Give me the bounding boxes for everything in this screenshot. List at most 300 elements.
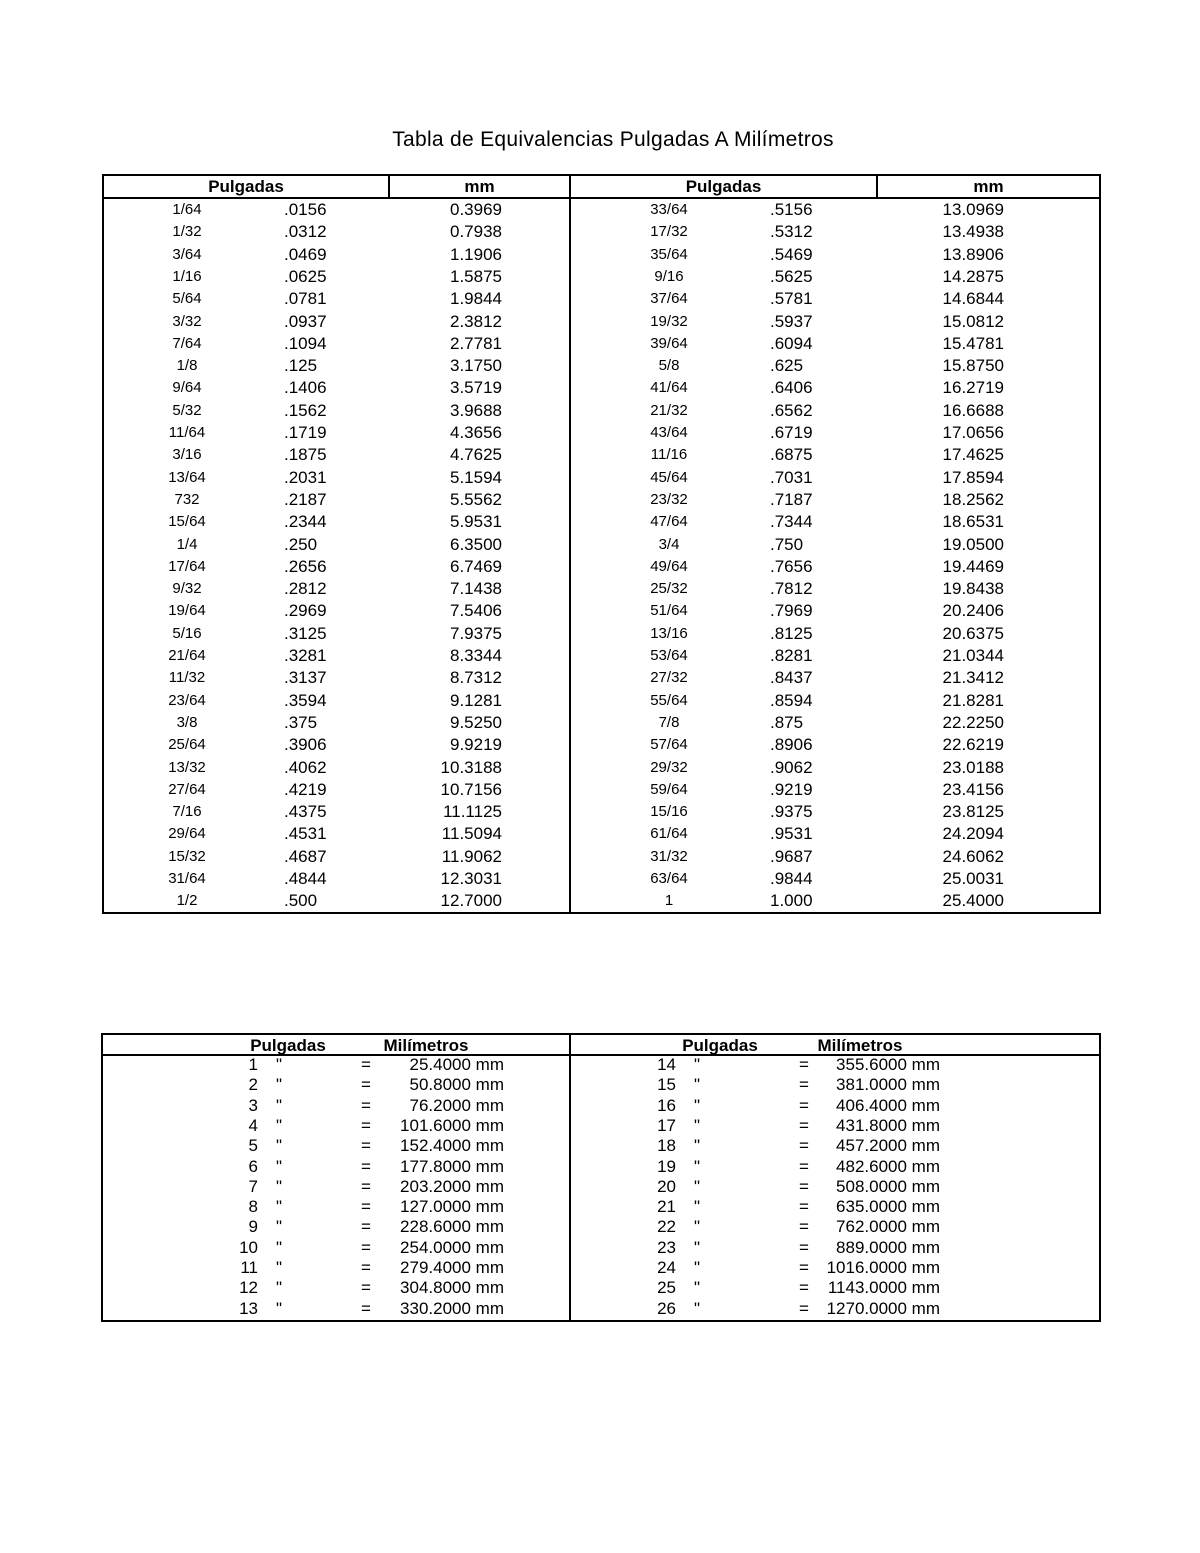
table1-left-mm: 7.5406	[450, 601, 502, 621]
table2-left-ditto: "	[276, 1075, 283, 1095]
table2-left-inches: 7	[248, 1176, 258, 1196]
table1-right-mm: 14.6844	[942, 289, 1004, 309]
table1-left-decimal: .1875	[284, 445, 327, 465]
table2-right-inches: 14	[657, 1055, 676, 1074]
table1-right-fraction: 23/32	[650, 490, 688, 508]
table1-left-fraction: 1/32	[172, 223, 202, 241]
table2-left-equals: =	[361, 1298, 371, 1318]
table2-right-inches: 17	[657, 1115, 676, 1135]
table1-header-divider	[102, 197, 1101, 199]
table2-left-equals: =	[361, 1217, 371, 1237]
table2-left-mm: 228.6000 mm	[400, 1217, 504, 1237]
table1-right-fraction: 29/32	[650, 758, 688, 776]
table2-left-mm: 304.8000 mm	[400, 1278, 504, 1298]
table1-left-mm: 7.1438	[450, 579, 502, 599]
table1-right-fraction: 51/64	[650, 602, 688, 620]
table2-left-ditto: "	[276, 1258, 283, 1277]
table1-left-fraction: 19/64	[168, 602, 206, 620]
table2-left-inches: 3	[248, 1095, 258, 1115]
table1-header-pulgadas-left: Pulgadas	[208, 177, 284, 196]
table1-left-mm: 9.5250	[450, 712, 502, 732]
table1-left-fraction: 3/32	[172, 312, 202, 330]
table1-right-decimal: .8594	[770, 690, 813, 710]
table1-left-decimal: .3137	[284, 668, 327, 688]
table2-header-milimetros-left: Milímetros	[383, 1036, 469, 1055]
table1-right-fraction: 9/16	[654, 267, 684, 285]
table2-left-equals: =	[361, 1278, 371, 1298]
table2-header-pulgadas-left: Pulgadas	[250, 1036, 326, 1055]
table1-left-mm: 4.7625	[450, 445, 502, 465]
table1-right-fraction: 63/64	[650, 870, 688, 887]
table1-right-decimal: .9844	[770, 869, 813, 888]
table1-right-decimal: .875	[770, 712, 804, 732]
table1-right-decimal: 1.000	[770, 891, 813, 911]
table1-left-mm: 11.9062	[441, 846, 502, 866]
table1-left-fraction: 15/64	[168, 513, 206, 531]
table1-left-fraction: 25/64	[168, 736, 206, 754]
table1-right-mm: 21.8281	[942, 690, 1004, 710]
table1-right-fraction: 13/16	[650, 624, 688, 642]
table1-right-mm: 13.8906	[942, 244, 1004, 264]
table1-left-decimal: .4219	[284, 779, 327, 799]
table1-left-decimal: .0469	[284, 244, 327, 264]
table2-left-mm: 330.2000 mm	[400, 1298, 504, 1318]
table1-left-decimal: .0312	[284, 222, 327, 242]
table2-left-mm: 101.6000 mm	[400, 1115, 504, 1135]
table1-left-fraction: 23/64	[168, 691, 206, 709]
table2-header-milimetros-right: Milímetros	[817, 1036, 903, 1055]
table1-right-decimal: .7656	[770, 556, 813, 576]
table1-left-decimal: .0781	[284, 289, 327, 309]
table1-right-decimal: .5156	[770, 200, 813, 219]
table1-right-fraction: 53/64	[650, 647, 688, 664]
table1-right-decimal: .8281	[770, 646, 813, 665]
table2-right-mm: 889.0000 mm	[836, 1237, 940, 1257]
table1-right-mm: 22.6219	[942, 735, 1004, 755]
table2-right-inches: 21	[657, 1197, 676, 1217]
table1-left-decimal: .2344	[284, 512, 327, 532]
table2-left-ditto: "	[276, 1156, 283, 1176]
table1-right-mm: 23.8125	[942, 802, 1004, 822]
table1-left-fraction: 1/4	[176, 535, 198, 553]
table1-left-mm: 11.1125	[443, 802, 502, 822]
table1-left-fraction: 3/64	[172, 245, 202, 263]
table1-left-mm: 8.7312	[450, 668, 502, 688]
table1-right-fraction: 17/32	[650, 223, 688, 241]
table1-right-decimal: .8125	[770, 623, 813, 643]
table2-left-equals: =	[361, 1176, 371, 1196]
table1-left-mm: 3.5719	[450, 378, 502, 398]
table2-right-inches: 25	[657, 1278, 676, 1298]
table2-right-mm: 381.0000 mm	[836, 1075, 940, 1095]
table1-left-mm: 10.3188	[440, 757, 502, 777]
table1-left-mm: 12.7000	[440, 891, 502, 911]
table2-right-equals: =	[799, 1258, 809, 1277]
table1-left-fraction: 31/64	[168, 870, 206, 887]
table1-right-fraction: 57/64	[650, 736, 688, 754]
table2-right-equals: =	[799, 1197, 809, 1217]
table1-right-decimal: .5937	[770, 311, 813, 331]
table2-left-ditto: "	[276, 1197, 283, 1217]
table2-right-mm: 508.0000 mm	[836, 1176, 940, 1196]
table2-left-mm: 177.8000 mm	[400, 1156, 504, 1176]
table2-left-inches: 12	[239, 1278, 258, 1298]
table1-left-fraction: 9/32	[172, 580, 202, 598]
table1-left-mm: 7.9375	[450, 623, 502, 643]
table1-right-fraction: 49/64	[650, 557, 688, 575]
table2-left-mm: 203.2000 mm	[400, 1176, 504, 1196]
table1-right-mm: 18.2562	[942, 489, 1004, 509]
table2-left-inches: 2	[248, 1075, 258, 1095]
table1-right-decimal: .6719	[770, 423, 813, 442]
table2-left-equals: =	[361, 1258, 371, 1277]
table1-header-mm-right: mm	[973, 177, 1004, 196]
table1-right-mm: 24.2094	[942, 824, 1004, 844]
table1-right-decimal: .7187	[770, 489, 813, 509]
table1-left-mm: 4.3656	[450, 423, 502, 442]
table1-left-decimal: .4687	[284, 846, 327, 866]
table1-left-mm: 10.7156	[440, 779, 502, 799]
table1-left-mm: 12.3031	[440, 869, 502, 888]
table1-left-decimal: .1406	[284, 378, 327, 398]
table1-left-mm: 5.1594	[450, 467, 502, 487]
table1-right-fraction: 55/64	[650, 691, 688, 709]
table2-right-ditto: "	[694, 1197, 701, 1217]
table1-right-mm: 19.0500	[942, 534, 1004, 554]
table1-left-fraction: 5/64	[172, 290, 202, 308]
table1-right-mm: 15.8750	[942, 356, 1004, 376]
table1-left-fraction: 5/16	[172, 624, 202, 642]
table1-right-decimal: .8437	[770, 668, 813, 688]
table2-right-mm: 1143.0000 mm	[827, 1278, 940, 1298]
table1-right-mm: 23.4156	[942, 779, 1004, 799]
table1-right-mm: 17.4625	[942, 445, 1004, 465]
table2-left-mm: 25.4000 mm	[409, 1055, 504, 1074]
table1-right-decimal: .7031	[770, 467, 813, 487]
table1-right-mm: 17.8594	[942, 467, 1004, 487]
table2-right-ditto: "	[694, 1217, 701, 1237]
table1-right-fraction: 41/64	[650, 379, 688, 397]
table1-right-mm: 24.6062	[942, 846, 1004, 866]
table2-left-mm: 152.4000 mm	[400, 1136, 504, 1156]
table1-right-fraction: 35/64	[650, 245, 688, 263]
table2-right-inches: 19	[657, 1156, 676, 1176]
table1-right-fraction: 37/64	[650, 290, 688, 308]
table2-left-inches: 11	[240, 1258, 258, 1277]
table1-right-decimal: .6094	[770, 333, 813, 353]
table1-right-fraction: 31/32	[650, 847, 688, 865]
table1-left-fraction: 13/32	[168, 758, 206, 776]
table1-right-fraction: 61/64	[650, 825, 688, 843]
table1-right-mm: 21.0344	[942, 646, 1004, 665]
table1-header-pulgadas-right: Pulgadas	[685, 177, 762, 196]
table1-right-decimal: .7969	[770, 601, 813, 621]
table1-left-decimal: .0156	[284, 200, 327, 219]
table1-left-mm: 3.9688	[450, 400, 502, 420]
table1-left-decimal: .3281	[284, 646, 327, 665]
table1-left-fraction: 7/16	[172, 803, 202, 821]
table1-left-mm: 11.5094	[441, 824, 502, 844]
table1-left-mm: 9.9219	[450, 735, 502, 755]
table1-left-fraction: 1/2	[176, 892, 198, 910]
table1-right-fraction: 33/64	[650, 201, 688, 218]
table1-left-fraction: 7/64	[172, 334, 202, 352]
table2-right-mm: 635.0000 mm	[836, 1197, 940, 1217]
table1-right-decimal: .6406	[770, 378, 813, 398]
table2-right-ditto: "	[694, 1156, 701, 1176]
table1-right-fraction: 19/32	[650, 312, 688, 330]
table2-left-mm: 127.0000 mm	[400, 1197, 504, 1217]
table1-right-fraction: 27/32	[650, 669, 688, 687]
table1-right-fraction: 21/32	[650, 401, 688, 419]
table2-left-inches: 1	[248, 1055, 258, 1074]
table2-right-equals: =	[799, 1176, 809, 1196]
table1-left-mm: 2.3812	[450, 311, 502, 331]
table1-right-mm: 17.0656	[942, 423, 1004, 442]
table1-left-decimal: .125	[284, 356, 318, 376]
table1-left-mm: 3.1750	[450, 356, 502, 376]
table2-right-equals: =	[799, 1136, 809, 1156]
table1-right-decimal: .5781	[770, 289, 813, 309]
table1-left-fraction: 3/16	[172, 446, 202, 464]
table1-left-decimal: .3906	[284, 735, 327, 755]
table1-right-mm: 15.4781	[942, 333, 1004, 353]
table1-right-decimal: .9062	[770, 757, 813, 777]
table2-right-equals: =	[799, 1095, 809, 1115]
table1-right-decimal: .9375	[770, 802, 813, 822]
table1-right-fraction: 1	[664, 892, 674, 910]
table1-left-mm: 8.3344	[450, 646, 502, 665]
table2-left-equals: =	[361, 1237, 371, 1257]
table1-left-fraction: 1/16	[172, 267, 202, 285]
table1-right-decimal: .9687	[770, 846, 813, 866]
table1-right-mm: 20.2406	[942, 601, 1004, 621]
table1-left-mm: 9.1281	[450, 690, 502, 710]
table1-right-decimal: .5469	[770, 244, 813, 264]
table1-right-fraction: 39/64	[650, 334, 688, 352]
table1-right-decimal: .7344	[770, 512, 813, 532]
table1-right-fraction: 15/16	[650, 803, 688, 821]
table2-left-equals: =	[361, 1115, 371, 1135]
table2-left-inches: 6	[248, 1156, 258, 1176]
table2-right-inches: 24	[657, 1258, 676, 1277]
table1-right-decimal: .6562	[770, 400, 813, 420]
table1-right-decimal: .6875	[770, 445, 813, 465]
table1-left-fraction: 29/64	[168, 825, 206, 843]
table2-right-mm: 482.6000 mm	[836, 1156, 940, 1176]
table1-left-decimal: .250	[284, 534, 318, 554]
table1-right-decimal: .5312	[770, 222, 813, 242]
table2-left-ditto: "	[276, 1136, 283, 1156]
table1-right-mm: 14.2875	[942, 266, 1004, 286]
table1-right-fraction: 47/64	[650, 513, 688, 531]
table1-left-mm: 1.1906	[450, 244, 502, 264]
table2-right-equals: =	[799, 1237, 809, 1257]
table2-left-inches: 5	[248, 1136, 258, 1156]
table2-right-inches: 22	[657, 1217, 676, 1237]
table2-right-equals: =	[799, 1156, 809, 1176]
table2-right-inches: 23	[657, 1237, 676, 1257]
table1-right-fraction: 25/32	[650, 580, 688, 598]
table1-right-fraction: 11/16	[650, 446, 688, 464]
table2-right-equals: =	[799, 1075, 809, 1095]
table1-right-mm: 13.4938	[942, 222, 1004, 242]
table2-left-ditto: "	[276, 1278, 283, 1298]
table1-left-mm: 5.9531	[450, 512, 502, 532]
table1-right-decimal: .9219	[770, 779, 813, 799]
table2-left-equals: =	[361, 1156, 371, 1176]
table1-left-decimal: .2031	[284, 467, 327, 487]
table1-left-fraction: 5/32	[172, 401, 202, 419]
table1-right-mm: 16.2719	[942, 378, 1004, 398]
table2-left-inches: 4	[248, 1115, 258, 1135]
table2-left-mm: 50.8000 mm	[409, 1075, 504, 1095]
table1-left-fraction: 17/64	[168, 557, 206, 575]
table1-right-mm: 25.0031	[942, 869, 1004, 888]
table2-right-mm: 355.6000 mm	[836, 1055, 940, 1074]
table1-left-decimal: .1719	[284, 423, 327, 442]
table1-right-decimal: .5625	[770, 266, 813, 286]
table1-right-decimal: .750	[770, 534, 804, 554]
table1-header-mm-left: mm	[464, 177, 495, 196]
table1-left-decimal: .0625	[284, 266, 327, 286]
table1-right-mm: 19.4469	[942, 556, 1004, 576]
table2-left-equals: =	[361, 1075, 371, 1095]
table1-left-decimal: .3594	[284, 690, 327, 710]
table2-right-ditto: "	[694, 1258, 701, 1277]
table1-right-mm: 15.0812	[942, 311, 1004, 331]
table1-left-fraction: 1/64	[172, 201, 202, 218]
table1-left-fraction: 1/8	[176, 357, 198, 375]
table2-right-mm: 457.2000 mm	[836, 1136, 940, 1156]
table1-left-fraction: 15/32	[168, 847, 206, 865]
table2-right-mm: 1016.0000 mm	[826, 1258, 940, 1277]
table1-right-decimal: .625	[770, 356, 804, 376]
table1-right-fraction: 59/64	[650, 780, 688, 798]
table2-left-inches: 8	[248, 1197, 258, 1217]
table2-right-ditto: "	[694, 1278, 701, 1298]
table1-left-decimal: .4844	[284, 869, 327, 888]
table1-right-mm: 18.6531	[942, 512, 1004, 532]
table2-left-equals: =	[361, 1136, 371, 1156]
table2-right-ditto: "	[694, 1095, 701, 1115]
table2-left-inches: 9	[248, 1217, 258, 1237]
table2-right-equals: =	[799, 1217, 809, 1237]
table2-right-equals: =	[799, 1115, 809, 1135]
table1-left-decimal: .2969	[284, 601, 327, 621]
table1-left-mm: 1.5875	[450, 266, 502, 286]
table2-right-ditto: "	[694, 1136, 701, 1156]
table2-left-ditto: "	[276, 1217, 283, 1237]
table1-right-decimal: .9531	[770, 824, 813, 844]
table2-right-equals: =	[799, 1055, 809, 1074]
table2-right-ditto: "	[694, 1176, 701, 1196]
table2-left-mm: 254.0000 mm	[400, 1237, 504, 1257]
table2-right-ditto: "	[694, 1075, 701, 1095]
table1-left-fraction: 13/64	[168, 468, 206, 486]
table1-left-mm: 0.7938	[450, 222, 502, 242]
table1-right-fraction: 3/4	[658, 535, 680, 553]
table2-left-ditto: "	[276, 1298, 283, 1318]
table1-left-fraction: 11/32	[168, 669, 206, 687]
table1-left-fraction: 11/64	[168, 424, 206, 441]
table1-left-decimal: .0937	[284, 311, 327, 331]
table1-left-decimal: .500	[284, 891, 318, 911]
table2-right-ditto: "	[694, 1237, 701, 1257]
table1-right-mm: 16.6688	[942, 400, 1004, 420]
table1-right-fraction: 43/64	[650, 424, 688, 441]
table2-right-inches: 20	[657, 1176, 676, 1196]
table2-right-ditto: "	[694, 1298, 701, 1318]
table2-left-equals: =	[361, 1055, 371, 1074]
table2-left-ditto: "	[276, 1095, 283, 1115]
table1-left-decimal: .2187	[284, 489, 327, 509]
table1-right-decimal: .8906	[770, 735, 813, 755]
table2-left-inches: 13	[239, 1298, 258, 1318]
table2-right-ditto: "	[694, 1055, 701, 1074]
table1-right-fraction: 45/64	[650, 468, 688, 486]
table1-right-mm: 23.0188	[942, 757, 1004, 777]
table2-left-ditto: "	[276, 1237, 283, 1257]
table2-left-ditto: "	[276, 1055, 283, 1074]
table2-left-equals: =	[361, 1095, 371, 1115]
table1-divider-middle	[569, 174, 571, 914]
table1-left-decimal: .4062	[284, 757, 327, 777]
table2-right-mm: 431.8000 mm	[836, 1115, 940, 1135]
table1-right-mm: 21.3412	[942, 668, 1004, 688]
table2-left-equals: =	[361, 1197, 371, 1217]
table1-left-mm: 2.7781	[450, 333, 502, 353]
table2-right-inches: 15	[657, 1075, 676, 1095]
table1-right-mm: 22.2250	[942, 712, 1004, 732]
table1-left-decimal: .1562	[284, 400, 327, 420]
table1-right-mm: 20.6375	[942, 623, 1004, 643]
table2-left-inches: 10	[239, 1237, 258, 1257]
table1-left-mm: 6.3500	[450, 534, 502, 554]
table2-header-pulgadas-right: Pulgadas	[682, 1036, 758, 1055]
table1-left-decimal: .4531	[284, 824, 327, 844]
table2-left-ditto: "	[276, 1176, 283, 1196]
table1-right-fraction: 5/8	[658, 357, 680, 375]
table2-right-equals: =	[799, 1278, 809, 1298]
table1-left-fraction: 732	[174, 490, 200, 508]
table1-left-mm: 0.3969	[450, 200, 502, 219]
table1-left-mm: 1.9844	[450, 289, 502, 309]
table1-left-fraction: 3/8	[176, 713, 198, 731]
table1-left-mm: 5.5562	[450, 489, 502, 509]
table1-left-decimal: .2812	[284, 579, 327, 599]
table2-left-mm: 76.2000 mm	[409, 1095, 504, 1115]
table2-right-mm: 1270.0000 mm	[826, 1298, 940, 1318]
table1-left-decimal: .375	[284, 712, 318, 732]
table1-left-mm: 6.7469	[450, 556, 502, 576]
table2-left-mm: 279.4000 mm	[400, 1258, 504, 1277]
page-title: Tabla de Equivalencias Pulgadas A Milímetros	[392, 128, 834, 151]
table1-left-fraction: 27/64	[168, 780, 206, 798]
table2-right-inches: 18	[657, 1136, 676, 1156]
table1-right-mm: 25.4000	[942, 891, 1004, 911]
table2-right-inches: 26	[657, 1298, 676, 1318]
table1-left-decimal: .2656	[284, 556, 327, 576]
table2-divider-middle	[569, 1033, 571, 1322]
table2-right-ditto: "	[694, 1115, 701, 1135]
table1-left-decimal: .1094	[284, 333, 327, 353]
table1-right-decimal: .7812	[770, 579, 813, 599]
table1-right-mm: 19.8438	[942, 579, 1004, 599]
table2-right-inches: 16	[657, 1095, 676, 1115]
table2-right-equals: =	[799, 1298, 809, 1318]
table1-left-decimal: .3125	[284, 623, 327, 643]
